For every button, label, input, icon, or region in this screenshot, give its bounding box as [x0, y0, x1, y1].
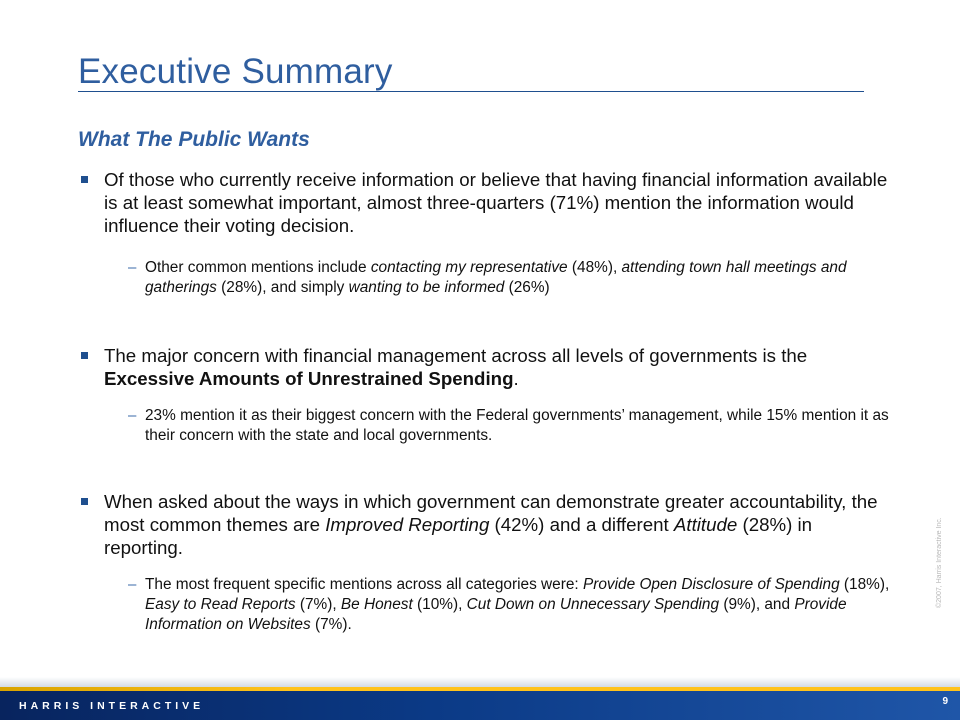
bullet-item [104, 168, 894, 237]
sub-bullet-item [128, 258, 905, 298]
bullet-text: The major concern with financial management across all levels of governments is the Excessive Amounts of Unrestrained Spending. [104, 345, 808, 389]
sub-bullet-text: Other common mentions include contacting my representative (48%), attending town hall meetings and gatherings (28%), and simply wanting to be informed (26%) [145, 259, 847, 296]
bullet-text: When asked about the ways in which government can demonstrate greater accountability, the most common themes are Improved Reporting (42%) and a different Attitude (28%) in reporting. [104, 491, 878, 558]
square-bullet-icon [81, 176, 88, 183]
page-number: 9 [942, 696, 948, 707]
sub-bullet-text: The most frequent specific mentions across all categories were: Provide Open Disclosure of Spending (18%), Easy to Read Reports (7%), Be Honest (10%), Cut Down on Unnecessary Spending (9%), and Provide Information on Websites (7%). [145, 576, 890, 633]
section-subtitle: What The Public Wants [78, 128, 310, 151]
bullet-item [104, 490, 894, 559]
square-bullet-icon [81, 498, 88, 505]
square-bullet-icon [81, 352, 88, 359]
copyright-notice: ©2007, Harris Interactive Inc. [936, 517, 943, 608]
dash-bullet-icon: – [128, 576, 137, 593]
sub-bullet-item [128, 406, 905, 446]
dash-bullet-icon: – [128, 407, 137, 424]
dash-bullet-icon: – [128, 259, 137, 276]
title-divider [78, 91, 864, 92]
bullet-item [104, 344, 894, 390]
slide-title: Executive Summary [78, 52, 393, 91]
bullet-text: Of those who currently receive information or believe that having financial information available is at least somewhat important, almost three-quarters (71%) mention the information would influence their voting decision. [104, 169, 888, 236]
sub-bullet-text: 23% mention it as their biggest concern with the Federal governments’ management, while 15% mention it as their concern with the state and local governments. [145, 407, 889, 444]
sub-bullet-item [128, 575, 905, 635]
brand-logo-text: HARRIS INTERACTIVE [19, 700, 205, 712]
footer-shadow-band [0, 677, 960, 687]
